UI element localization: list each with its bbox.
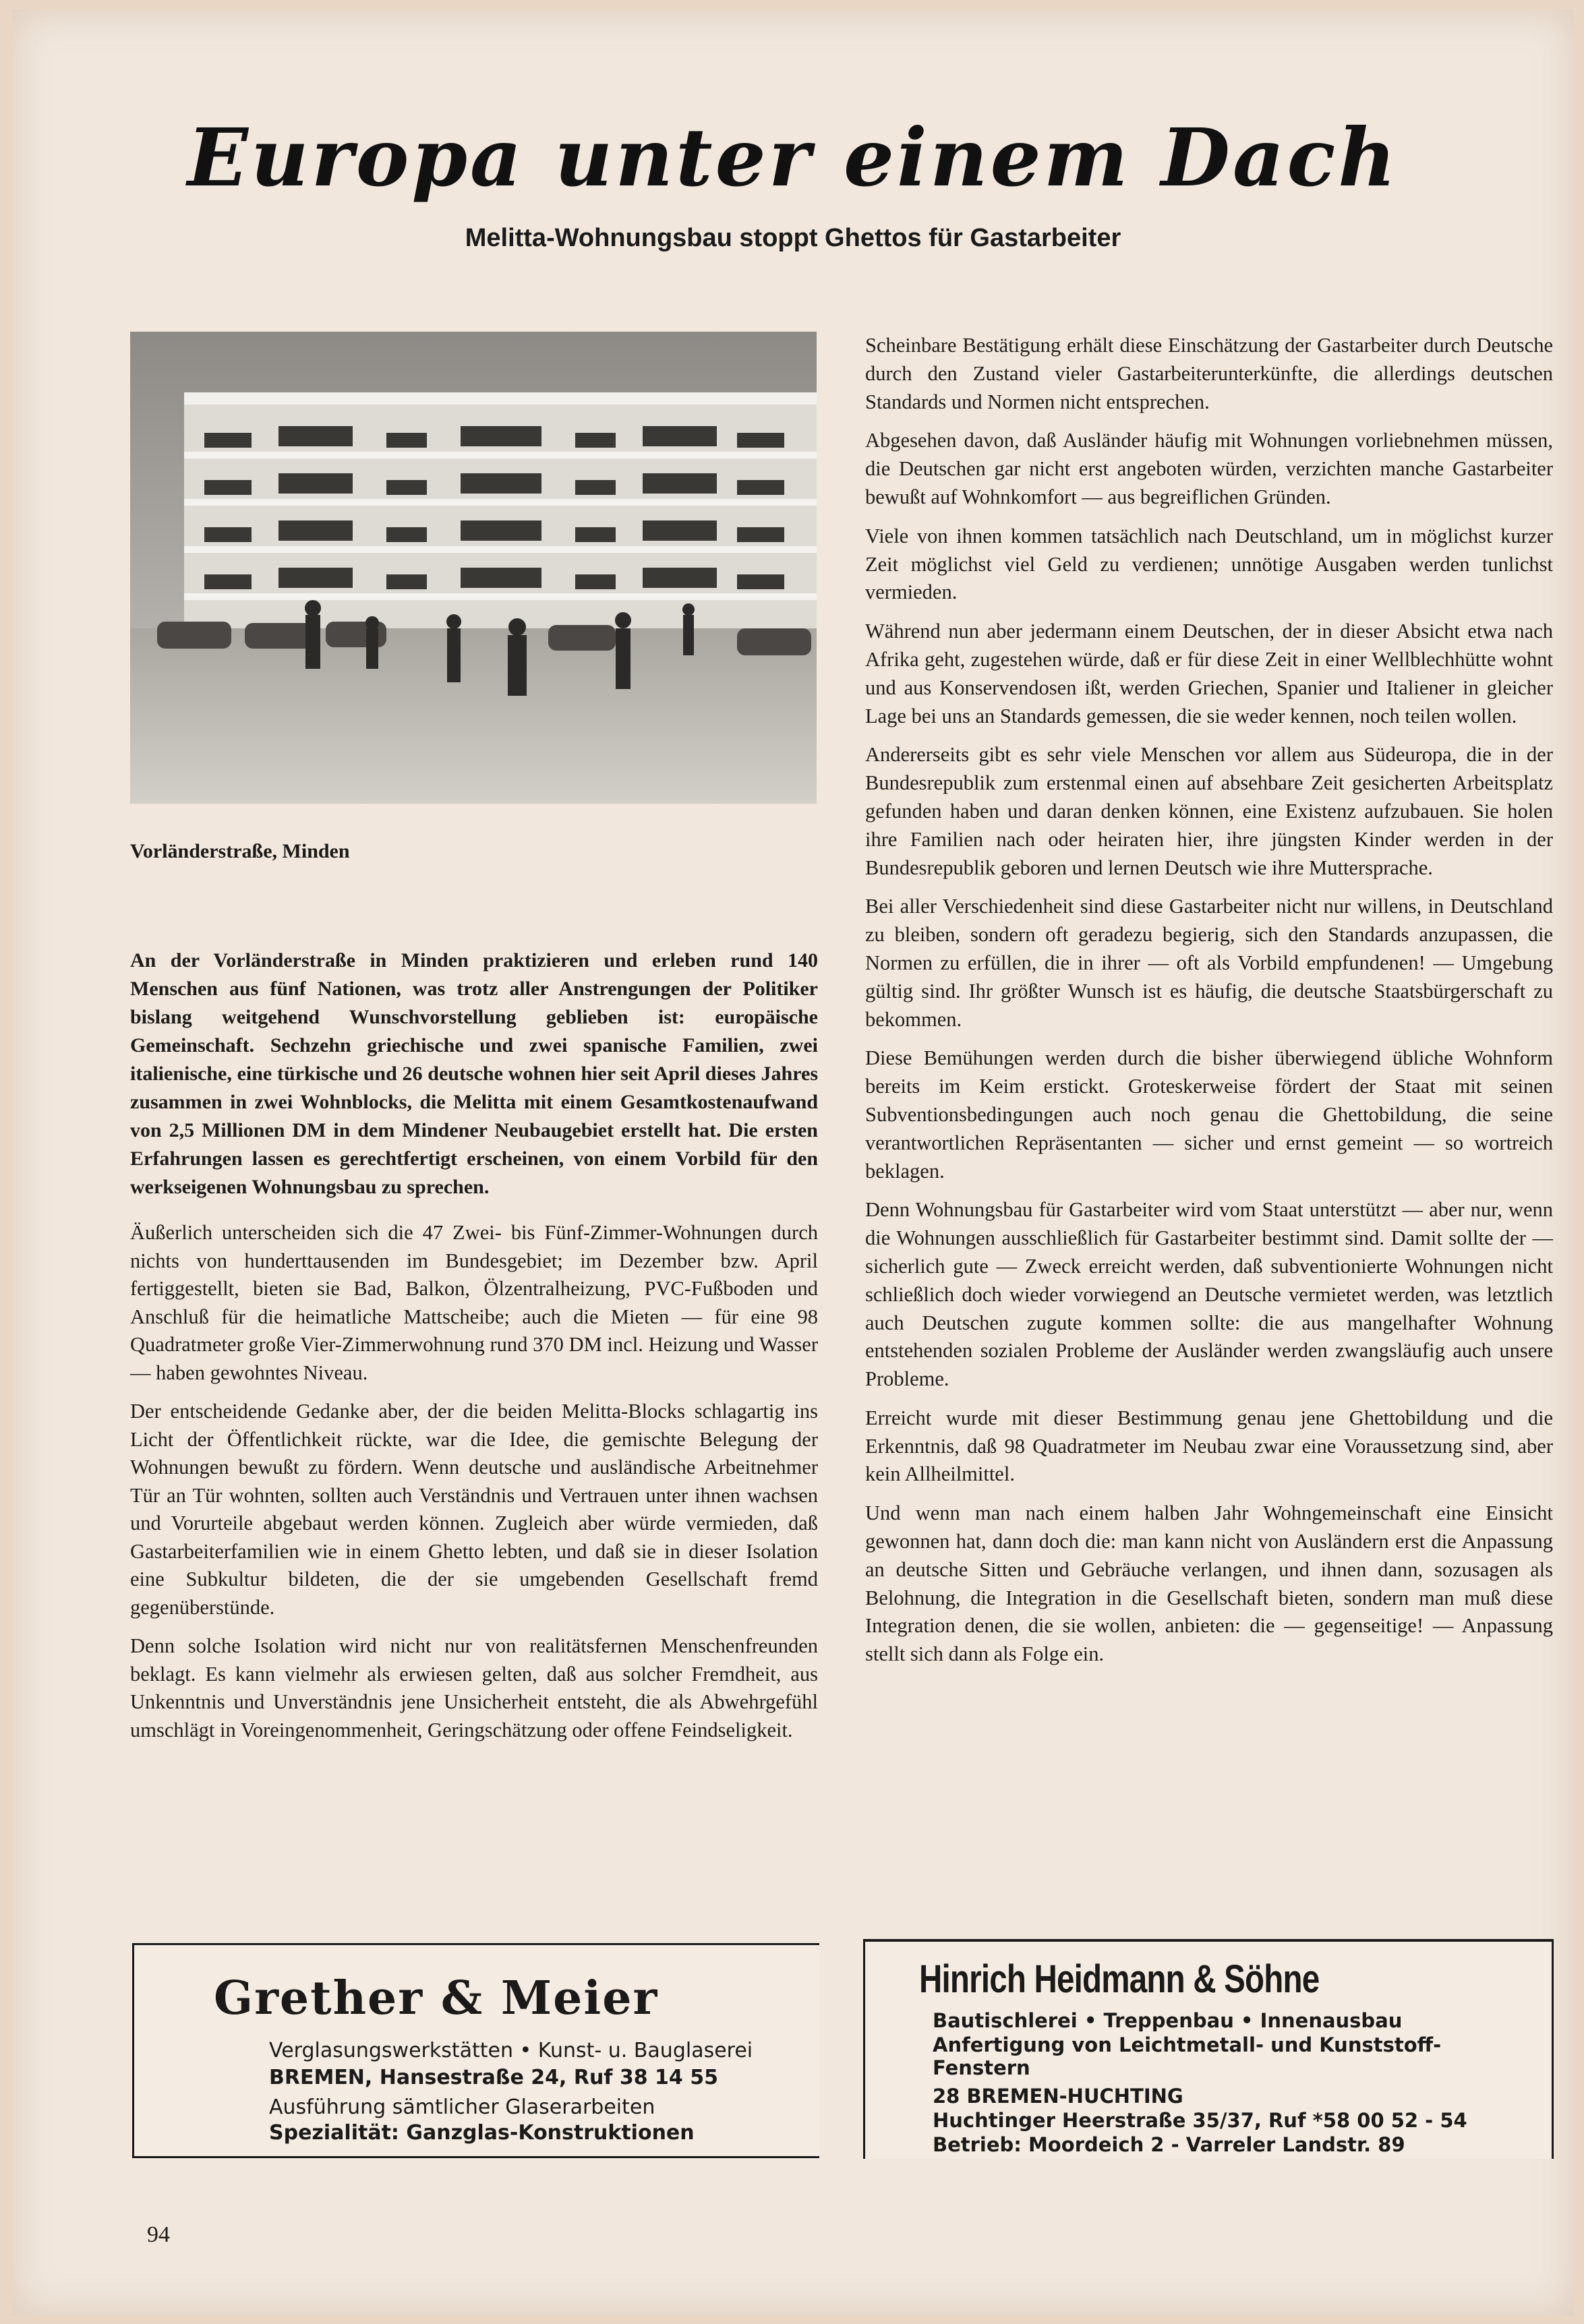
left-column	[130, 947, 818, 1755]
article-subtitle: Melitta-Wohnungsbau stoppt Ghettos für Gastarbeiter	[465, 224, 1121, 252]
paragraph: Viele von ihnen kommen tatsächlich nach Deutschland, um in möglichst kurzer Zeit möglichst viel Geld zu verdienen; unnötige Ausgaben werden tunlichst vermieden.	[865, 524, 1553, 604]
ad-line: Betrieb: Moordeich 2 - Varreler Landstr. 89	[933, 2133, 1405, 2156]
paragraph: Denn Wohnungsbau für Gastarbeiter wird vom Staat unterstützt — aber nur, wenn die Wohnungen ausschließlich für Gastarbeiter bestimmt sind. Damit sollte der — sicherlich gute — Zweck erreicht werden, daß subventionierte Wohnungen nicht schließlich doch wieder vorwiegend an Deutsche vermietet werden, was letztlich auch Deutschen zugute kommen sollte: die aus mangelhafter Wohnung entstehenden sozialen Probleme der Ausländer werden zwangsläufig auch unsere Probleme.	[865, 1198, 1553, 1391]
lead-paragraph: An der Vorländerstraße in Minden praktizieren und erleben rund 140 Menschen aus fünf Nationen, was trotz aller Anstrengungen der Politiker bislang weitgehend Wunschvorstellung geblieben ist: europäische Gemeinschaft. Sechzehn griechische und zwei spanische Familien, zwei italienische, eine türkische und 26 deutsche wohnen hier seit April dieses Jahres zusammen in zwei Wohnblocks, die Melitta mit einem Gesamtkostenaufwand von 2,5 Millionen DM in dem Mindener Neubaugebiet erstellt hat. Die ersten Erfahrungen lassen es gerechtfertigt erscheinen, von einem Vorbild für den werkseigenen Wohnungsbau zu sprechen.	[130, 949, 818, 1198]
ad-address: Huchtinger Heerstraße 35/37, Ruf *58 00 52 - 54	[933, 2109, 1467, 2132]
paragraph: Bei aller Verschiedenheit sind diese Gastarbeiter nicht nur willens, in Deutschland zu bleiben, sondern oft geradezu begierig, sich den Standards anzupassen, die Normen zu erfüllen, die in ihrer — oft als Vorbild empfundenen! — Umgebung gültig sind. Ihr größter Wunsch ist es häufig, die deutsche Staatsbürgerschaft zu bekommen.	[865, 895, 1553, 1031]
right-column	[865, 332, 1553, 1679]
photo-illustration	[130, 332, 817, 804]
ad-line: Fenstern	[933, 2056, 1030, 2079]
ad-address: BREMEN, Hansestraße 24, Ruf 38 14 55	[269, 2066, 718, 2089]
advertisement-grether-meier	[132, 1943, 819, 2158]
paragraph: Denn solche Isolation wird nicht nur von realitätsfernen Menschenfreunden beklagt. Es kann vielmehr als erwiesen gelten, daß aus solcher Fremdheit, aus Unkenntnis und Unverständnis jene Unsicherheit entsteht, die als Abwehrgefühl umschlägt in Voreingenommenheit, Geringschätzung oder offene Feindseligkeit.	[130, 1634, 818, 1741]
ad-border-line	[134, 1943, 819, 1945]
advertisement-heidmann	[863, 1939, 1554, 2159]
paragraph: Abgesehen davon, daß Ausländer häufig mit Wohnungen vorliebnehmen müssen, die Deutschen gar nicht erst angeboten würden, verzichten manche Gastarbeiter bewußt auf Wohnkomfort — aus begreiflichen Gründen.	[865, 429, 1553, 508]
paragraph: Erreicht wurde mit dieser Bestimmung genau jene Ghettobildung und die Erkenntnis, daß 98 Quadratmeter im Neubau zwar eine Voraussetzung sind, aber kein Allheilmittel.	[865, 1406, 1553, 1486]
paragraph: Scheinbare Bestätigung erhält diese Einschätzung der Gastarbeiter durch Deutsche durch den Zustand vieler Gastarbeiterunterkünfte, die allerdings deutschen Standards und Normen nicht entsprechen.	[865, 334, 1553, 413]
photo-apartment-blocks	[130, 332, 817, 804]
page-number: 94	[147, 2222, 170, 2247]
paragraph: Während nun aber jedermann einem Deutschen, der in dieser Absicht etwa nach Afrika geht, zugestehen würde, daß er für diese Zeit in einer Wellblechhütte wohnt und aus Konservendosen ißt, werden Griechen, Spanier und Italiener in gleicher Lage bei uns an Standards gemessen, die sie weder kennen, noch teilen wollen.	[865, 620, 1553, 727]
paragraph: Andererseits gibt es sehr viele Menschen vor allem aus Südeuropa, die in der Bundesrepublik zum erstenmal einen auf absehbare Zeit gesicherten Arbeitsplatz gefunden haben und daran denken können, eine Existenz aufzubauen. Sie holen ihre Familien nach oder heiraten hier, ihre jüngsten Kinder werden in der Bundesrepublik geboren und lernen Deutsch wie ihre Muttersprache.	[865, 743, 1553, 879]
ad-company-name: Grether & Meier	[214, 1971, 659, 2025]
ad-line: Anfertigung von Leichtmetall- und Kunststoff-	[933, 2033, 1442, 2056]
paragraph: Äußerlich unterscheiden sich die 47 Zwei- bis Fünf-Zimmer-Wohnungen durch nichts von hunderttausenden im Bundesgebiet; im Dezember bzw. April fertiggestellt, bieten sie Bad, Balkon, Ölzentralheizung, PVC-Fußboden und Anschluß für die heimatliche Mattscheibe; auch die Mieten — für eine 98 Quadratmeter große Vier-Zimmerwohnung rund 370 DM incl. Heizung und Wasser — haben gewohntes Niveau.	[130, 1221, 818, 1384]
magazine-page	[12, 9, 1574, 2315]
ad-line: Bautischlerei • Treppenbau • Innenausbau	[933, 2009, 1403, 2032]
ad-line: Verglasungswerkstätten • Kunst- u. Bauglaserei	[269, 2039, 753, 2062]
article-title: Europa unter einem Dach	[187, 111, 1399, 204]
paragraph: Und wenn man nach einem halben Jahr Wohngemeinschaft eine Einsicht gewonnen hat, dann doch die: man kann nicht von Ausländern erst die Anpassung an deutsche Sitten und Gebräuche verlangen, und ihnen dann, sozusagen als Belohnung, die Integration in die Gesellschaft bieten, sondern man muß diese Integration denen, die sie wollen, anbieten: die — gegenseitige! — Anpassung stellt sich dann als Folge ein.	[865, 1501, 1553, 1666]
ad-company-name: Hinrich Heidmann & Söhne	[919, 1957, 1320, 2001]
ad-line: Spezialität: Ganzglas-Konstruktionen	[269, 2121, 695, 2145]
ad-line: Ausführung sämtlicher Glaserarbeiten	[269, 2095, 655, 2119]
paragraph: Diese Bemühungen werden durch die bisher überwiegend übliche Wohnform bereits im Keim erstickt. Groteskerweise fördert der Staat mit seinen Subventionsbedingungen auch noch genau die Ghettobildung, die seine verantwortlichen Repräsentanten — sicher und ernst gemeint — so wortreich beklagen.	[865, 1046, 1553, 1183]
paragraph: Der entscheidende Gedanke aber, der die beiden Melitta-Blocks schlagartig ins Licht der Öffentlichkeit rückte, war die Idee, die gemischte Belegung der Wohnungen bewußt zu fördern. Wenn deutsche und ausländische Arbeitnehmer Tür an Tür wohnten, sollten auch Verständnis und Vertrauen unter ihnen wachsen und Vorurteile abgebaut werden können. Zugleich aber würde vermieden, daß Gastarbeiterfamilien wie in einem Ghetto lebten, und daß sie in dieser Isolation eine Subkultur bildeten, die der sie umgebenden Gesellschaft fremd gegenüberstünde.	[130, 1400, 818, 1619]
ad-line: 28 BREMEN-HUCHTING	[933, 2085, 1183, 2108]
photo-caption: Vorländerstraße, Minden	[130, 840, 350, 862]
